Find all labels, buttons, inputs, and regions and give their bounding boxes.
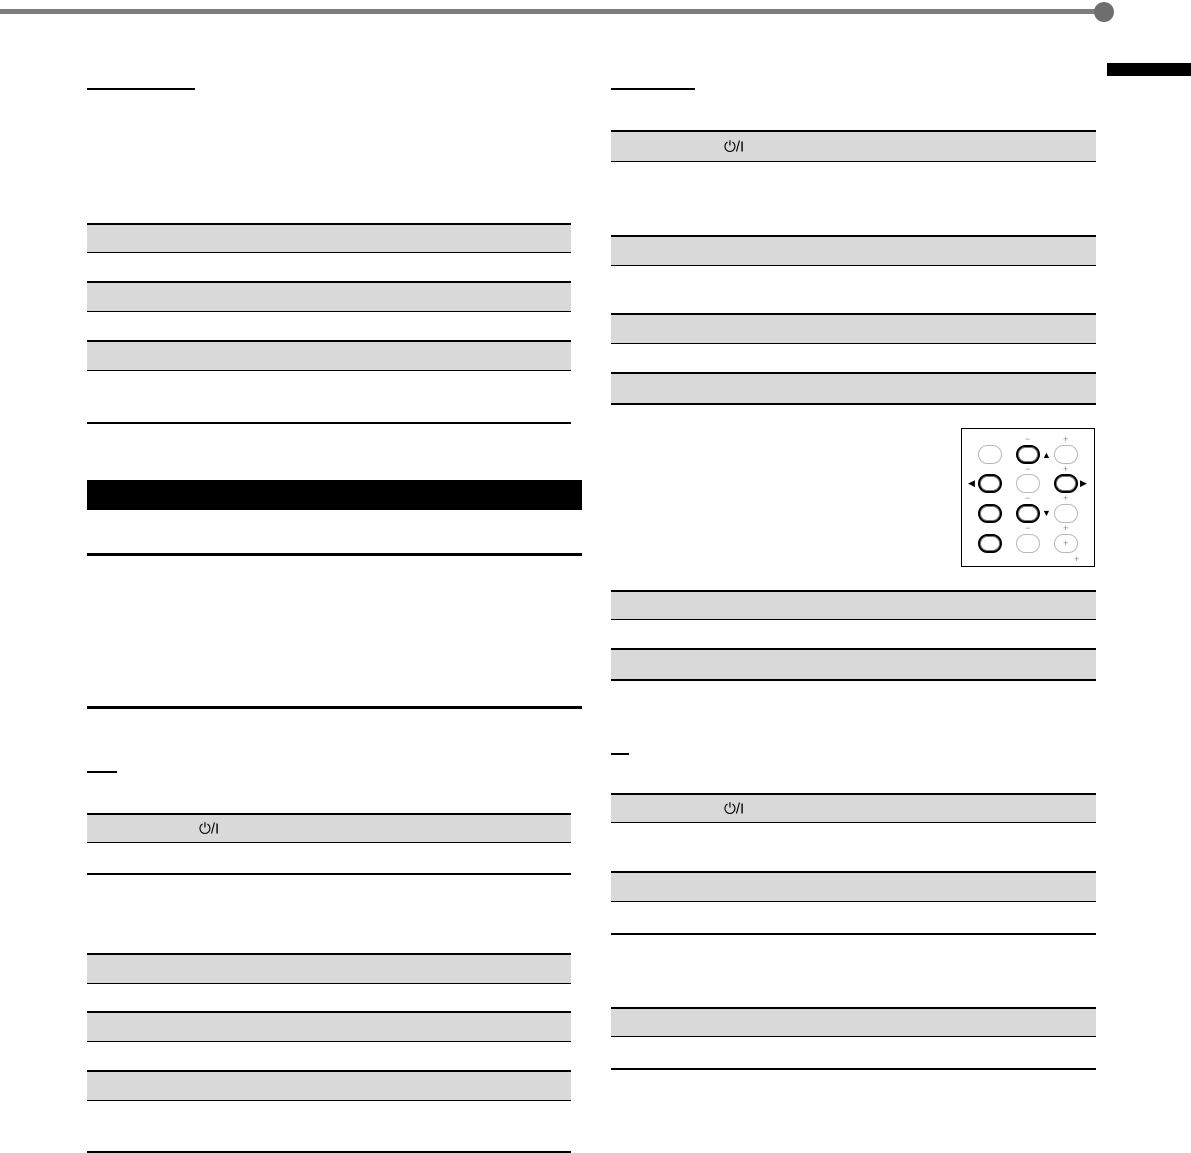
table-rule bbox=[611, 679, 1096, 681]
header-rule-end-dot bbox=[1094, 2, 1114, 22]
table-rule bbox=[611, 403, 1096, 405]
table-rule bbox=[611, 265, 1096, 266]
table-header-row bbox=[611, 871, 1096, 901]
table-header-row bbox=[87, 1011, 571, 1041]
table-rule bbox=[611, 901, 1096, 902]
table-rule bbox=[87, 311, 571, 312]
table-rule bbox=[611, 619, 1096, 620]
section-title-bar bbox=[87, 480, 582, 510]
table-header-row bbox=[611, 648, 1096, 680]
arrow-up-icon: ▲ bbox=[1042, 450, 1051, 460]
remote-key bbox=[978, 445, 1002, 464]
table-header-row bbox=[611, 235, 1096, 265]
plus-sign: + bbox=[1063, 464, 1069, 474]
table-header-row bbox=[87, 281, 571, 311]
table-rule bbox=[87, 873, 571, 875]
minus-sign: − bbox=[1025, 464, 1031, 474]
table-header-row bbox=[611, 372, 1096, 404]
note-heading-underline bbox=[87, 771, 117, 773]
power-standby-icon: ⏻/I bbox=[724, 800, 745, 818]
remote-key bbox=[1016, 534, 1040, 553]
subsection-rule bbox=[87, 706, 582, 709]
table-header-row bbox=[611, 1007, 1096, 1037]
table-header-row bbox=[87, 1070, 571, 1100]
arrow-right-icon: ▶ bbox=[1080, 478, 1087, 488]
remote-key-right bbox=[1054, 474, 1078, 493]
plus-sign: + bbox=[1074, 554, 1080, 564]
plus-sign: + bbox=[1063, 434, 1069, 444]
table-rule bbox=[87, 370, 571, 371]
note-heading-underline bbox=[611, 753, 629, 755]
table-rule bbox=[87, 842, 571, 843]
remote-key bbox=[1054, 445, 1078, 464]
remote-key bbox=[1016, 474, 1040, 493]
minus-sign: − bbox=[1025, 493, 1031, 503]
table-rule bbox=[611, 1036, 1096, 1037]
plus-sign: + bbox=[1063, 493, 1069, 503]
arrow-left-icon: ◀ bbox=[968, 478, 975, 488]
table-header-row bbox=[611, 793, 1096, 823]
plus-sign: + bbox=[1063, 538, 1069, 548]
table-rule bbox=[611, 161, 1096, 162]
table-header-row bbox=[87, 223, 571, 253]
minus-sign: − bbox=[1025, 523, 1031, 533]
minus-sign: − bbox=[1025, 434, 1031, 444]
arrow-down-icon: ▼ bbox=[1042, 508, 1051, 518]
table-header-row bbox=[611, 313, 1096, 343]
table-rule bbox=[611, 822, 1096, 823]
table-header-row bbox=[611, 590, 1096, 620]
remote-key-up bbox=[1016, 445, 1040, 464]
table-rule bbox=[87, 983, 571, 984]
table-header-row bbox=[87, 340, 571, 370]
power-standby-icon: ⏻/I bbox=[724, 138, 745, 156]
page-header-rule bbox=[0, 9, 1098, 14]
table-rule bbox=[87, 1041, 571, 1042]
table-rule bbox=[611, 933, 1096, 935]
language-edge-tab bbox=[1107, 63, 1191, 76]
power-standby-icon: ⏻/I bbox=[199, 820, 220, 838]
section-heading-underline bbox=[87, 88, 195, 90]
subsection-rule bbox=[87, 553, 582, 556]
table-bottom-rule bbox=[87, 422, 571, 424]
remote-key bbox=[1054, 504, 1078, 523]
table-rule bbox=[611, 343, 1096, 344]
table-rule bbox=[87, 1100, 571, 1101]
table-header-row bbox=[87, 813, 571, 842]
remote-control-keypad-icon bbox=[961, 428, 1095, 567]
table-header-row bbox=[611, 130, 1096, 161]
section-heading-underline bbox=[611, 88, 695, 90]
table-rule bbox=[87, 252, 571, 253]
remote-key bbox=[978, 504, 1002, 523]
plus-sign: + bbox=[1063, 523, 1069, 533]
remote-key-down bbox=[1016, 504, 1040, 523]
remote-key-left bbox=[978, 474, 1002, 493]
remote-key bbox=[978, 534, 1002, 553]
table-bottom-rule bbox=[611, 1068, 1096, 1070]
table-header-row bbox=[87, 953, 571, 983]
